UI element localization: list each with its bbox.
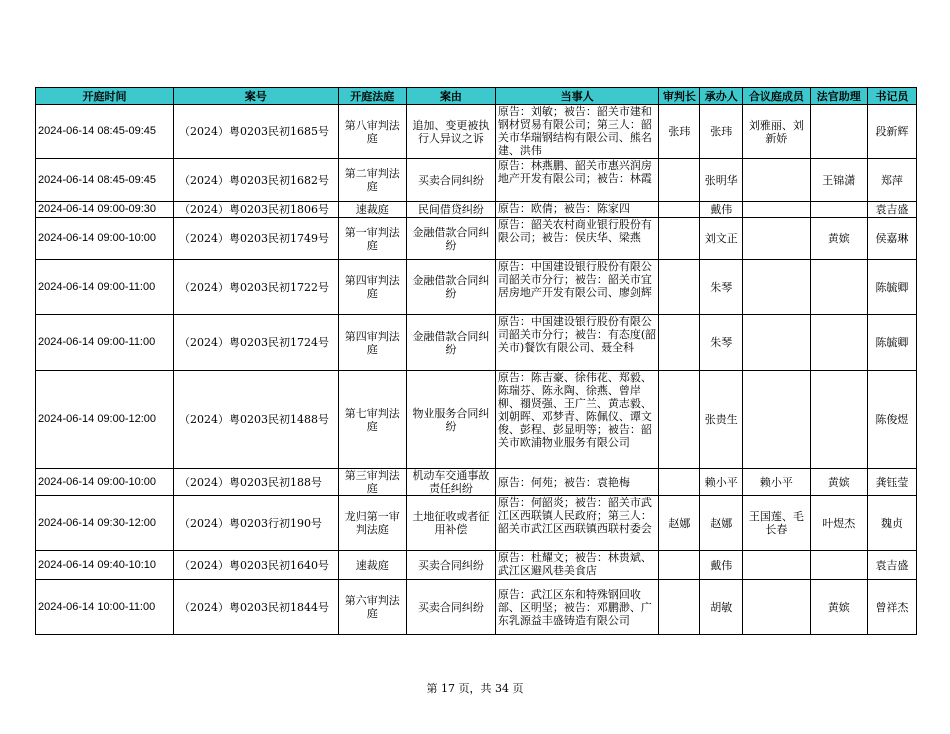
cell-chief xyxy=(659,260,700,315)
cell-clerk: 袁吉盛 xyxy=(867,551,916,580)
cell-handler: 朱琴 xyxy=(700,315,743,371)
cell-party xyxy=(495,371,659,469)
cell-time: 2024-06-14 10:00-11:00 xyxy=(36,580,174,635)
cell-party xyxy=(495,260,659,315)
cell-assistant: 黄嫔 xyxy=(810,580,867,635)
cell-clerk: 魏贞 xyxy=(867,496,916,551)
cell-chief xyxy=(659,371,700,469)
cell-court: 第八审判法庭 xyxy=(338,105,406,159)
cell-clerk: 陈毓卿 xyxy=(867,260,916,315)
cell-cause: 买卖合同纠纷 xyxy=(406,551,495,580)
cell-members xyxy=(743,218,810,260)
cell-time: 2024-06-14 09:40-10:10 xyxy=(36,551,174,580)
table-row xyxy=(36,315,917,371)
page-footer: 第 17 页，共 34 页 xyxy=(426,682,524,695)
cell-party xyxy=(495,202,659,218)
table-row xyxy=(36,105,917,159)
cell-party xyxy=(495,105,659,159)
cell-court: 第六审判法庭 xyxy=(338,580,406,635)
cell-party xyxy=(495,159,659,202)
cell-clerk: 侯嘉琳 xyxy=(867,218,916,260)
cell-court: 第七审判法庭 xyxy=(338,371,406,469)
cell-court: 第三审判法庭 xyxy=(338,469,406,496)
table-row xyxy=(36,202,917,218)
cell-assistant xyxy=(810,371,867,469)
cell-case: （2024）粤0203民初1806号 xyxy=(173,202,338,218)
cell-case: （2024）粤0203民初1844号 xyxy=(173,580,338,635)
cell-assistant: 黄嫔 xyxy=(810,469,867,496)
cell-clerk: 陈毓卿 xyxy=(867,315,916,371)
cell-time: 2024-06-14 09:00-11:00 xyxy=(36,315,174,371)
cell-chief xyxy=(659,315,700,371)
cell-members xyxy=(743,260,810,315)
table-row xyxy=(36,218,917,260)
table-row xyxy=(36,371,917,469)
cell-party xyxy=(495,496,659,551)
cell-court: 第四审判法庭 xyxy=(338,260,406,315)
cell-case: （2024）粤0203民初1488号 xyxy=(173,371,338,469)
cell-cause: 追加、变更被执行人异议之诉 xyxy=(406,105,495,159)
party-text: 原告：武江区东和特殊钢回收部、区明坚；被告：邓鹏渺、广东乳源益丰盛铸造有限公司 xyxy=(497,587,652,627)
cell-cause: 土地征收或者征用补偿 xyxy=(406,496,495,551)
cell-handler: 张明华 xyxy=(700,159,743,202)
cell-members xyxy=(743,551,810,580)
header-clerk: 书记员 xyxy=(867,88,916,105)
cell-handler: 戴伟 xyxy=(700,551,743,580)
cell-case: （2024）粤0203民初1749号 xyxy=(173,218,338,260)
cell-members xyxy=(743,202,810,218)
cell-time: 2024-06-14 08:45-09:45 xyxy=(36,105,174,159)
table-row xyxy=(36,260,917,315)
header-court: 开庭法庭 xyxy=(338,88,406,105)
table-row xyxy=(36,159,917,202)
party-text: 原告：欧倩；被告：陈家四 xyxy=(497,202,630,215)
cell-cause: 物业服务合同纠纷 xyxy=(406,371,495,469)
cell-cause: 机动车交通事故责任纠纷 xyxy=(406,469,495,496)
header-time: 开庭时间 xyxy=(36,88,174,105)
header-case: 案号 xyxy=(173,88,338,105)
party-text: 原告：何韶炎；被告：韶关市武江区西联镇人民政府；第三人：韶关市武江区西联镇西联村委会 xyxy=(497,496,652,535)
header-members: 合议庭成员 xyxy=(743,88,810,105)
cell-chief: 赵娜 xyxy=(659,496,700,551)
party-text: 原告：林燕鹏、韶关市惠兴润房地产开发有限公司；被告：林霞 xyxy=(497,159,652,185)
cell-cause: 金融借款合同纠纷 xyxy=(406,260,495,315)
cell-case: （2024）粤0203民初1722号 xyxy=(173,260,338,315)
cell-time: 2024-06-14 08:45-09:45 xyxy=(36,159,174,202)
cell-court: 第四审判法庭 xyxy=(338,315,406,371)
cell-cause: 民间借贷纠纷 xyxy=(406,202,495,218)
cell-clerk: 陈俊煜 xyxy=(867,371,916,469)
cell-assistant xyxy=(810,551,867,580)
cell-assistant xyxy=(810,315,867,371)
header-cause: 案由 xyxy=(406,88,495,105)
cell-time: 2024-06-14 09:00-12:00 xyxy=(36,371,174,469)
cell-party xyxy=(495,315,659,371)
cell-cause: 买卖合同纠纷 xyxy=(406,580,495,635)
cell-clerk: 郑萍 xyxy=(867,159,916,202)
hearing-schedule-table xyxy=(35,87,917,635)
cell-court: 第二审判法庭 xyxy=(338,159,406,202)
party-text: 原告：中国建设银行股份有限公司韶关市分行；被告：有态度(韶关市)餐饮有限公司、聂全科 xyxy=(497,315,657,354)
cell-party xyxy=(495,469,659,496)
cell-time: 2024-06-14 09:00-11:00 xyxy=(36,260,174,315)
cell-clerk: 袁吉盛 xyxy=(867,202,916,218)
cell-handler: 胡敏 xyxy=(700,580,743,635)
cell-assistant: 黄嫔 xyxy=(810,218,867,260)
cell-case: （2024）粤0203民初1682号 xyxy=(173,159,338,202)
cell-members: 刘雅丽、刘新娇 xyxy=(743,105,810,159)
party-text: 原告：何苑；被告：袁艳梅 xyxy=(497,475,630,489)
header-row xyxy=(36,88,917,105)
cell-assistant: 王锦潇 xyxy=(810,159,867,202)
cell-court: 速裁庭 xyxy=(338,202,406,218)
cell-court: 龙归第一审判法庭 xyxy=(338,496,406,551)
cell-chief: 张玮 xyxy=(659,105,700,159)
cell-members xyxy=(743,315,810,371)
cell-court: 第一审判法庭 xyxy=(338,218,406,260)
cell-chief xyxy=(659,159,700,202)
party-text: 原告：陈吉豪、徐伟花、郑毅、陈瑞芬、陈永陶、徐燕、曾岸柳、禤贤强、王广兰、黄志毅、刘朝晖、邓梦青、陈佩仪、谭文俊、彭程、彭显明等；被告：韶关市欧浦物业服务有限公司 xyxy=(497,371,652,449)
cell-time: 2024-06-14 09:00-10:00 xyxy=(36,469,174,496)
cell-cause: 买卖合同纠纷 xyxy=(406,159,495,202)
cell-members: 王国莲、毛长春 xyxy=(743,496,810,551)
cell-cause: 金融借款合同纠纷 xyxy=(406,315,495,371)
cell-clerk: 段新辉 xyxy=(867,105,916,159)
cell-cause: 金融借款合同纠纷 xyxy=(406,218,495,260)
cell-assistant xyxy=(810,202,867,218)
header-chief: 审判长 xyxy=(659,88,700,105)
cell-assistant xyxy=(810,105,867,159)
cell-chief xyxy=(659,469,700,496)
cell-members: 赖小平 xyxy=(743,469,810,496)
cell-chief xyxy=(659,580,700,635)
cell-court: 速裁庭 xyxy=(338,551,406,580)
header-party: 当事人 xyxy=(495,88,659,105)
party-text: 原告：韶关农村商业银行股份有限公司；被告：侯庆华、梁燕 xyxy=(497,218,652,244)
party-text: 原告：中国建设银行股份有限公司韶关市分行；被告：韶关市宜居房地产开发有限公司、廖剑辉 xyxy=(497,260,652,299)
cell-assistant: 叶煜杰 xyxy=(810,496,867,551)
table-row xyxy=(36,551,917,580)
cell-chief xyxy=(659,218,700,260)
cell-case: （2024）粤0203民初1724号 xyxy=(173,315,338,371)
cell-party xyxy=(495,551,659,580)
cell-handler: 赖小平 xyxy=(700,469,743,496)
cell-case: （2024）粤0203民初1640号 xyxy=(173,551,338,580)
cell-handler: 戴伟 xyxy=(700,202,743,218)
header-handler: 承办人 xyxy=(700,88,743,105)
cell-handler: 刘文正 xyxy=(700,218,743,260)
cell-time: 2024-06-14 09:30-12:00 xyxy=(36,496,174,551)
party-text: 原告：杜耀文；被告：林贵斌、武江区避风巷美食店 xyxy=(497,551,652,577)
cell-party xyxy=(495,580,659,635)
cell-clerk: 曾祥杰 xyxy=(867,580,916,635)
cell-time: 2024-06-14 09:00-09:30 xyxy=(36,202,174,218)
cell-party xyxy=(495,218,659,260)
cell-clerk: 龚钰莹 xyxy=(867,469,916,496)
table-row xyxy=(36,496,917,551)
cell-members xyxy=(743,159,810,202)
cell-time: 2024-06-14 09:00-10:00 xyxy=(36,218,174,260)
party-text: 原告：刘敏；被告：韶关市建和钢材贸易有限公司；第三人：韶关市华瑞钢结构有限公司、熊名建、洪伟 xyxy=(497,105,652,157)
cell-members xyxy=(743,580,810,635)
cell-handler: 赵娜 xyxy=(700,496,743,551)
table-row xyxy=(36,580,917,635)
header-assistant: 法官助理 xyxy=(810,88,867,105)
cell-assistant xyxy=(810,260,867,315)
cell-case: （2024）粤0203民初1685号 xyxy=(173,105,338,159)
cell-handler: 朱琴 xyxy=(700,260,743,315)
cell-case: （2024）粤0203行初190号 xyxy=(173,496,338,551)
cell-handler: 张贵生 xyxy=(700,371,743,469)
cell-chief xyxy=(659,551,700,580)
cell-members xyxy=(743,371,810,469)
cell-case: （2024）粤0203民初188号 xyxy=(173,469,338,496)
table-row xyxy=(36,469,917,496)
cell-chief xyxy=(659,202,700,218)
cell-handler: 张玮 xyxy=(700,105,743,159)
